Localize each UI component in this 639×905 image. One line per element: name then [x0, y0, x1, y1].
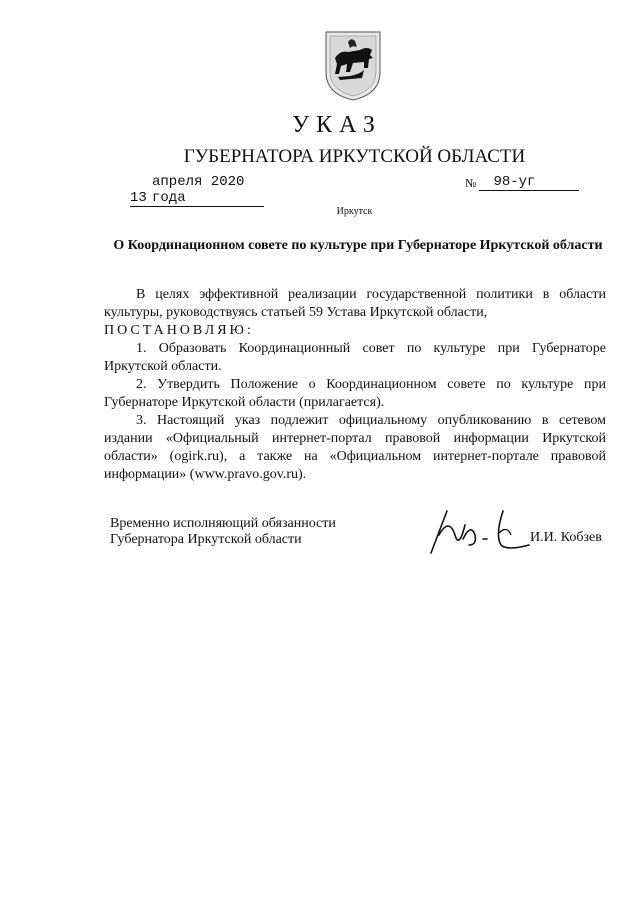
- paragraph-preamble: В целях эффективной реализации государственной политики в области культуры, руководствуясь статьей 59 Устава Иркутской области,: [104, 287, 606, 320]
- number-label: №: [465, 176, 477, 190]
- document-title: УКАЗ: [292, 112, 382, 138]
- coat-of-arms-icon: [320, 28, 386, 102]
- paragraph-item-1: 1. Образовать Координационный совет по культуре при Губернаторе Иркутской области.: [104, 341, 606, 374]
- number-value: 98-уг: [479, 174, 579, 191]
- paragraph-item-2: 2. Утвердить Положение о Координационном совете по культуре при Губернаторе Иркутской области (прилагается).: [104, 377, 606, 410]
- signer-name: И.И. Кобзев: [530, 530, 602, 545]
- date-month-year: апреля 2020 года: [146, 174, 264, 207]
- handwritten-signature: [425, 505, 535, 557]
- position-line-2: Губернатора Иркутской области: [110, 532, 302, 547]
- document-subtitle: ГУБЕРНАТОРА ИРКУТСКОЙ ОБЛАСТИ: [183, 146, 526, 167]
- paragraph-item-3: 3. Настоящий указ подлежит официальному опубликованию в сетевом издании «Официальный интернет-портал правовой информации Иркутской области» (ogirk.ru), а также на «Официальном интернет-портале правовой информации» (www.pravo.gov.ru).: [104, 413, 606, 482]
- document-city: Иркутск: [336, 206, 373, 217]
- document-date: [130, 174, 264, 207]
- paragraph-decree: ПОСТАНОВЛЯЮ:: [104, 323, 254, 338]
- position-line-1: Временно исполняющий обязанности: [110, 516, 336, 531]
- document-body: [104, 286, 606, 484]
- date-day: 13: [130, 190, 147, 206]
- document-heading: О Координационном совете по культуре при Губернаторе Иркутской области: [113, 238, 603, 253]
- signatory-position: [110, 516, 336, 548]
- document-number: [465, 174, 579, 191]
